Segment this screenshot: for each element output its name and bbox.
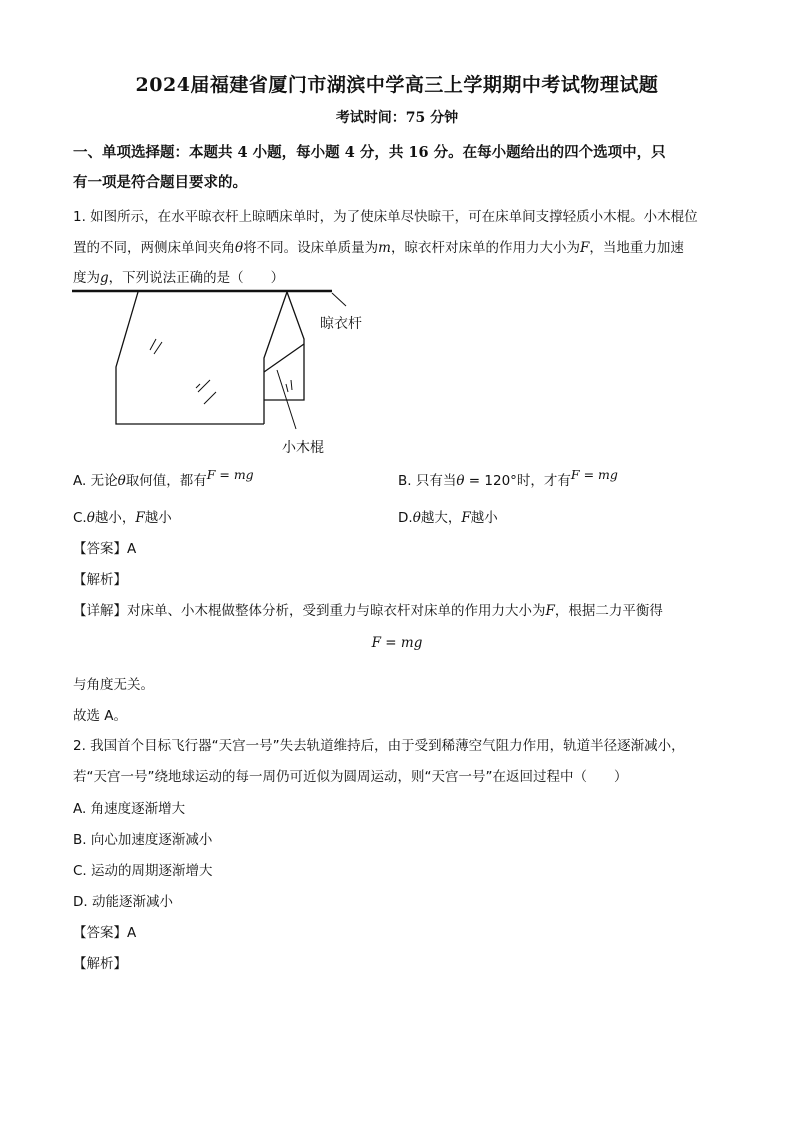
q1-stem-line3 xyxy=(73,266,284,286)
q2-option-b: B. 向心加速度逐渐减小 xyxy=(73,832,213,848)
exam-title: 2024届福建省厦门市湖滨中学高三上学期期中考试物理试题 xyxy=(135,74,659,96)
q1-text: ，当地重力加速 xyxy=(589,240,684,256)
q1-option-b xyxy=(398,469,618,489)
option-text: 越小， xyxy=(94,510,136,526)
detail-label: 【详解】 xyxy=(73,603,127,619)
q1-analysis-label: 【解析】 xyxy=(73,572,127,588)
bedsheet-left xyxy=(116,292,264,424)
q2-stem-line2: 若“天宫一号”绕地球运动的每一周仍可近似为圆周运动，则“天宫一号”在返回过程中（ ） xyxy=(73,769,628,785)
option-text: 取何值，都有 xyxy=(125,473,207,489)
formula-f-equals-mg: F = mg xyxy=(570,467,618,482)
small-wooden-stick xyxy=(264,344,304,372)
theta-symbol: θ xyxy=(235,240,244,256)
theta-symbol: θ xyxy=(86,510,95,526)
q1-stem-line1: 1. 如图所示，在水平晾衣杆上晾晒床单时，为了使床单尽快晾干，可在床单间支撑轻质小木棍。小木棍位 xyxy=(73,209,698,225)
q2-stem-line1: 2. 我国首个目标飞行器“天宫一号”失去轨道维持后，由于受到稀薄空气阻力作用，轨道半径逐渐减小， xyxy=(73,738,685,754)
q1-option-a xyxy=(73,469,254,489)
q1-choice: 故选 A。 xyxy=(73,708,128,724)
option-text: C. xyxy=(73,510,87,526)
bedsheet-figure xyxy=(70,284,370,464)
f-symbol: F xyxy=(579,240,590,256)
pole-label: 晾衣杆 xyxy=(320,316,362,332)
q1-text: ，晾衣杆对床单的作用力大小为 xyxy=(390,240,580,256)
q1-detail xyxy=(73,599,663,619)
theta-symbol: θ xyxy=(117,473,126,489)
wrinkle-mark xyxy=(196,380,216,404)
q1-text: ，下列说法正确的是（ ） xyxy=(108,270,285,286)
answer-label: 【答案】 xyxy=(73,925,127,941)
wrinkle-mark xyxy=(286,380,292,392)
g-symbol: g xyxy=(100,270,109,286)
section-heading-line2: 有一项是符合题目要求的。 xyxy=(73,174,247,191)
answer-value: A xyxy=(127,541,137,557)
q1-option-c xyxy=(73,506,172,526)
section-heading-line1: 一、单项选择题：本题共 4 小题，每小题 4 分，共 16 分。在每小题给出的四个选项中，只 xyxy=(73,144,666,161)
wrinkle-mark xyxy=(150,339,162,354)
theta-symbol: θ xyxy=(412,510,421,526)
q1-stem-line2 xyxy=(73,236,684,256)
theta-symbol: θ xyxy=(456,473,465,489)
option-text: 越小 xyxy=(470,510,498,526)
detail-text: ，根据二力平衡得 xyxy=(554,603,663,619)
option-text: 越大， xyxy=(420,510,462,526)
q1-option-d xyxy=(398,506,498,526)
option-text: 时，才有 xyxy=(516,473,571,489)
formula-f-equals-mg: F = mg xyxy=(206,467,254,482)
option-text: 越小 xyxy=(144,510,172,526)
q2-answer xyxy=(73,921,136,941)
f-symbol: F xyxy=(135,510,145,526)
q1-text: 将不同。设床单质量为 xyxy=(243,240,379,256)
q2-option-a: A. 角速度逐渐增大 xyxy=(73,801,186,817)
q2-analysis-label: 【解析】 xyxy=(73,956,127,972)
q2-option-d: D. 动能逐渐减小 xyxy=(73,894,173,910)
q2-option-c: C. 运动的周期逐渐增大 xyxy=(73,863,213,879)
pole-leader-line xyxy=(332,293,346,306)
bedsheet-right-outer xyxy=(264,292,304,400)
q1-text: 置的不同，两侧床单间夹角 xyxy=(73,240,235,256)
m-symbol: m xyxy=(378,240,391,256)
option-text: D. xyxy=(398,510,413,526)
q1-conclusion: 与角度无关。 xyxy=(73,677,154,693)
f-symbol: F xyxy=(545,603,555,619)
angle-value: = 120° xyxy=(464,473,517,489)
q1-text: 度为 xyxy=(73,270,100,286)
f-symbol: F xyxy=(461,510,471,526)
detail-text: 对床单、小木棍做整体分析，受到重力与晾衣杆对床单的作用力大小为 xyxy=(127,603,546,619)
exam-time: 考试时间：75 分钟 xyxy=(335,110,459,126)
answer-label: 【答案】 xyxy=(73,541,127,557)
q1-answer xyxy=(73,537,136,557)
option-text: B. 只有当 xyxy=(398,473,457,489)
stick-label: 小木棍 xyxy=(282,440,324,456)
option-text: A. 无论 xyxy=(73,473,118,489)
equilibrium-formula: F = mg xyxy=(371,635,423,651)
answer-value: A xyxy=(127,925,137,941)
